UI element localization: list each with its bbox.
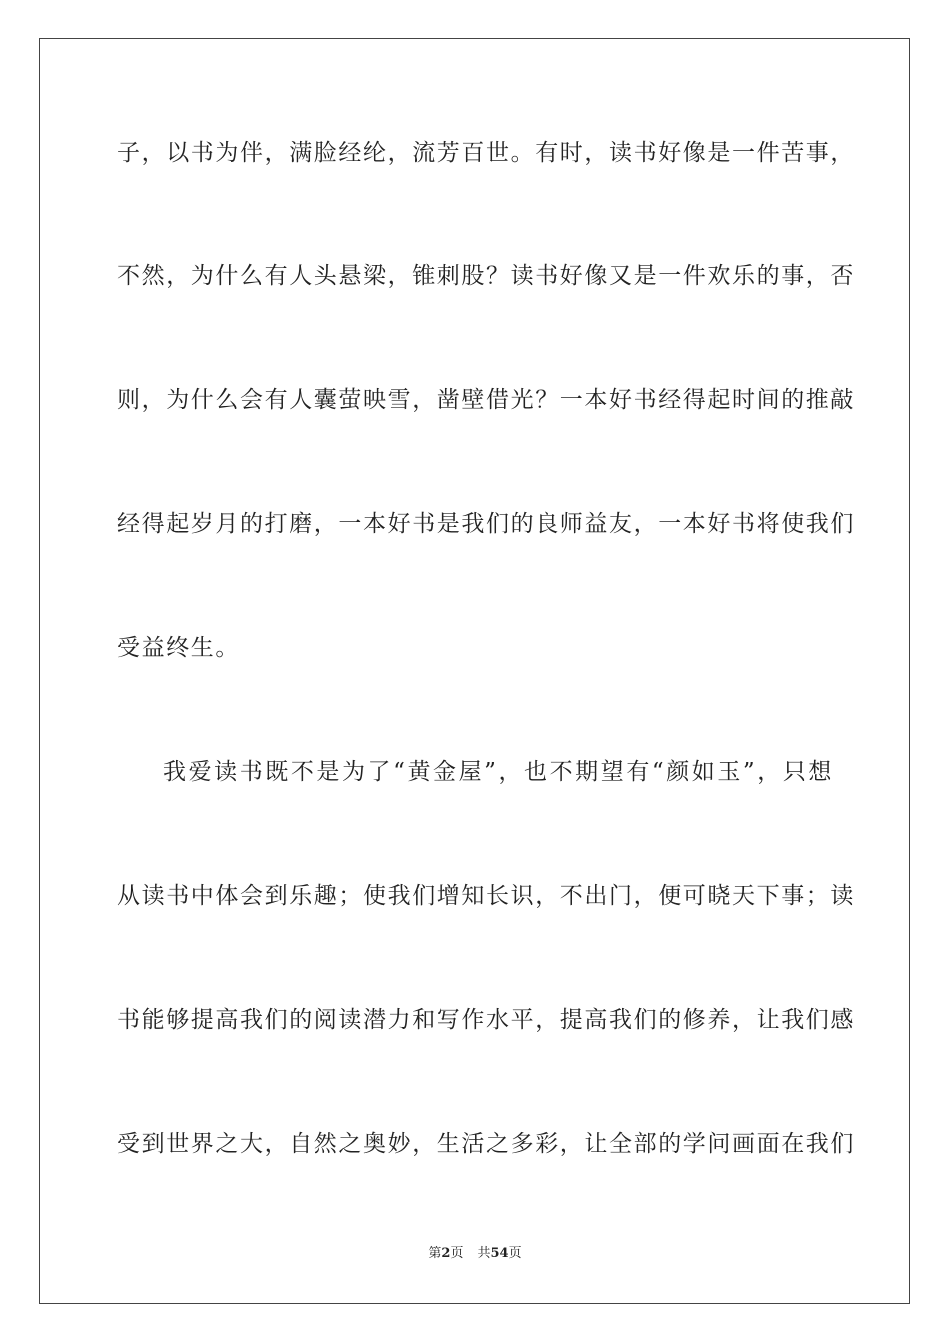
body-line-8: 书能够提高我们的阅读潜力和写作水平，提高我们的修养，让我们感 — [117, 1007, 855, 1033]
total-suffix: 页 — [508, 1246, 522, 1261]
body-line-3: 则，为什么会有人囊萤映雪，凿壁借光？一本好书经得起时间的推敲 — [117, 387, 855, 413]
page-border — [39, 38, 910, 1304]
body-line-5: 受益终生。 — [117, 635, 240, 661]
body-line-4: 经得起岁月的打磨，一本好书是我们的良师益友，一本好书将使我们 — [117, 511, 855, 537]
body-line-2: 不然，为什么有人头悬梁，锥刺股？读书好像又是一件欢乐的事，否 — [117, 263, 855, 289]
body-line-1: 子，以书为伴，满脸经纶，流芳百世。有时，读书好像是一件苦事， — [117, 140, 855, 166]
page-number: 2 — [441, 1246, 451, 1261]
total-pages: 54 — [490, 1246, 509, 1261]
paragraph-2-first-line: 我爱读书既不是为了“黄金屋”，也不期望有“颜如玉”，只想 — [163, 759, 833, 785]
body-line-9: 受到世界之大，自然之奥妙，生活之多彩，让全部的学问画面在我们 — [117, 1131, 855, 1157]
page-footer — [0, 1245, 950, 1263]
total-prefix: 共 — [477, 1246, 491, 1261]
body-line-7: 从读书中体会到乐趣；使我们增知长识，不出门，便可晓天下事；读 — [117, 883, 855, 909]
page-suffix: 页 — [450, 1246, 464, 1261]
page-prefix: 第 — [428, 1246, 442, 1261]
